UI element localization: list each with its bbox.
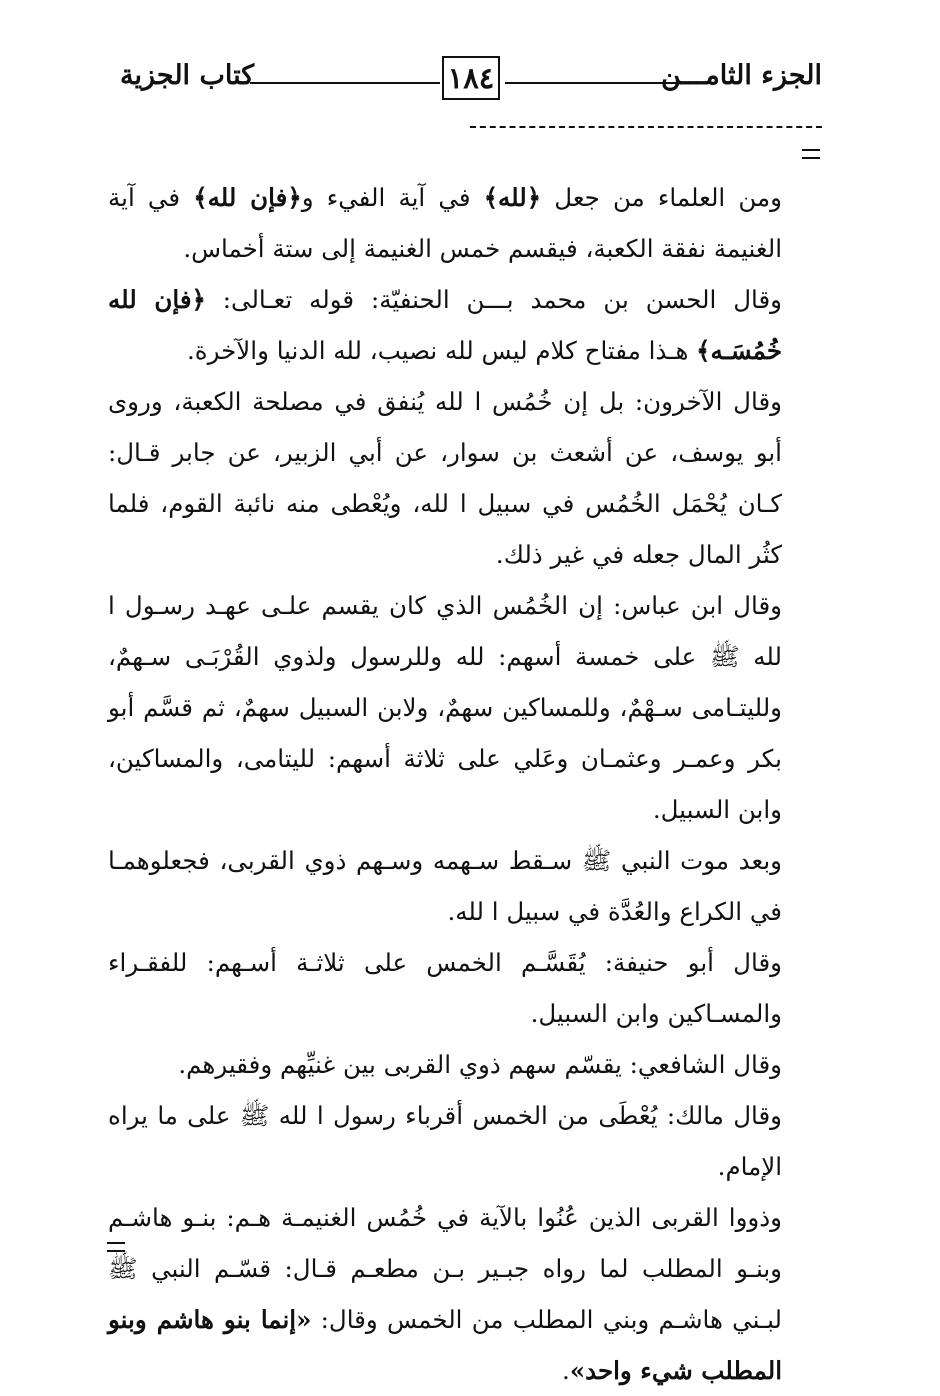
body-text <box>108 172 782 1396</box>
header-rule-left <box>250 82 440 84</box>
p9-text-a: وذووا القربى الذين عُنُوا بالآية في خُمُس الغنيمـة هـم: بنـو هاشـم وبنـو المطلب لما رواه جبـير بـن مطعـم قـال: قسّـم النبي ﷺ لبـني هاشـم وبني المطلب من الخمس وقال: <box>108 1203 782 1334</box>
paragraph-1 <box>108 172 782 274</box>
p1-text-b: في آية الفيء و <box>301 183 484 212</box>
paragraph-3: وقال الآخرون: بل إن خُمُس ا لله يُنفق في مصلحة الكعبة، وروى أبو يوسف، عن أشعث بن سوار، عن أبي الزبير، عن جابر قـال: كـان يُحْمَل الخُمُس في سبيل ا لله، ويُعْطى منه نائبة القوم، فلما كثُر المال جعله في غير ذلك. <box>108 387 782 569</box>
p2-text-b: هـذا مفتاح كلام ليس لله نصيب، لله الدنيا والآخرة. <box>187 336 697 365</box>
p1-text-a: ومن العلماء من جعل <box>541 183 782 212</box>
quran-quote: ﴿فإن لله خُمُسَـه﴾ <box>108 285 782 365</box>
paragraph-6: وقال أبو حنيفة: يُقَسَّـم الخمس على ثلاثـة أسـهم: للفقـراء والمسـاكين وابن السبيل. <box>108 948 782 1028</box>
double-line-mark-top <box>802 149 820 159</box>
p9-text-b: . <box>562 1356 570 1385</box>
paragraph-4: وقال ابن عباس: إن الخُمُس الذي كان يقسم علـى عهـد رسـول ا لله ﷺ على خمسة أسهم: لله وللرسول ولذوي القُرْبَـى سـهمٌ، ولليتـامى سـهْمٌ، وللمساكين سهمٌ، ولابن السبيل سهمٌ، ثم قسَّم أبو بكر وعمـر وعثمـان وعَلي على ثلاثة أسهم: لليتامى، والمساكين، وابن السبيل. <box>108 591 782 824</box>
dashed-separator <box>470 126 822 128</box>
book-title: كتاب الجزية <box>120 60 255 91</box>
quran-quote: ﴿لله﴾ <box>483 183 542 212</box>
paragraph-2 <box>108 274 782 376</box>
paragraph-5: وبعد موت النبي ﷺ سـقط سـهمه وسـهم ذوي القربى، فجعلوهمـا في الكراع والعُدَّة في سبيل ا لله. <box>108 846 782 926</box>
quran-quote: ﴿فإن لله﴾ <box>193 183 302 212</box>
paragraph-7: وقال الشافعي: يقسّم سهم ذوي القربى بين غنيِّهم وفقيرهم. <box>178 1050 782 1079</box>
hadith-quote: «إنما بنو هاشم وبنو المطلب شيء واحد» <box>108 1305 782 1385</box>
header-rule-right <box>505 82 702 84</box>
double-line-mark-bottom <box>107 1242 125 1252</box>
paragraph-8: وقال مالك: يُعْطَى من الخمس أقرباء رسول ا لله ﷺ على ما يراه الإمام. <box>108 1101 782 1181</box>
paragraph-9 <box>108 1192 782 1396</box>
volume-label: الجزء الثامـــن <box>661 60 822 91</box>
p2-text-a: وقال الحسن بن محمد بـــن الحنفيّة: قوله تعـالى: <box>205 285 783 314</box>
page-number: ١٨٤ <box>442 56 500 100</box>
p1-text-c: في آية الغنيمة نفقة الكعبة، فيقسم خمس الغنيمة إلى ستة أخماس. <box>108 183 782 263</box>
